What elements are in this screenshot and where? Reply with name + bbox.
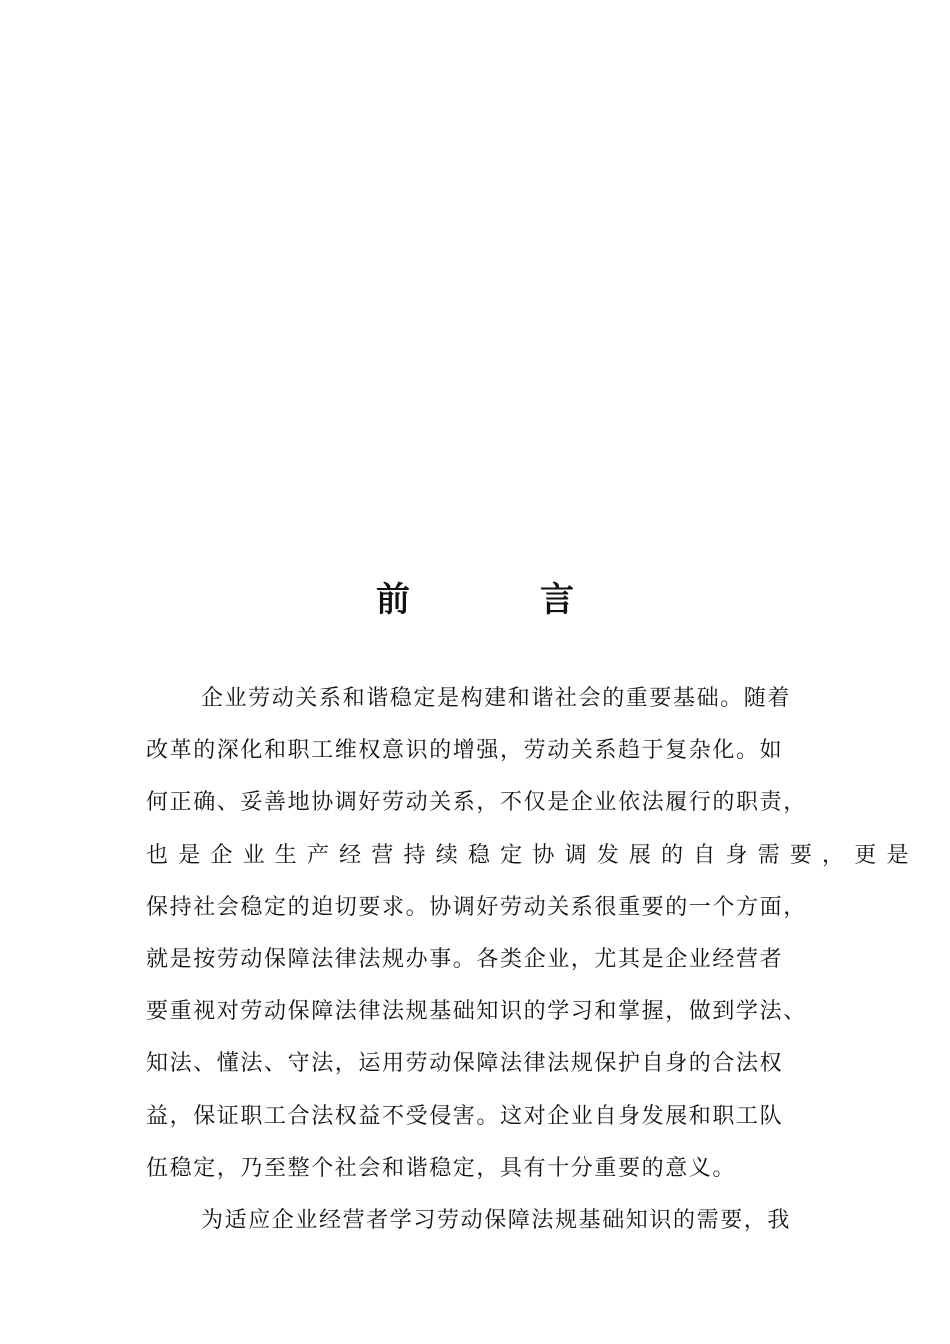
text-line: 就是按劳动保障法律法规办事。各类企业，尤其是企业经营者 [146, 946, 784, 972]
page-title: 前 言 [376, 580, 622, 620]
text-line: 为适应企业经营者学习劳动保障法规基础知识的需要，我 [201, 1207, 792, 1233]
text-line: 保持社会稳定的迫切要求。协调好劳动关系很重要的一个方面， [146, 894, 807, 920]
text-line: 伍稳定，乃至整个社会和谐稳定，具有十分重要的意义。 [146, 1155, 737, 1181]
preface-body [146, 676, 911, 1250]
text-line: 益，保证职工合法权益不受侵害。这对企业自身发展和职工队 [146, 1103, 784, 1129]
text-line: 知法、懂法、守法，运用劳动保障法律法规保护自身的合法权 [146, 1051, 784, 1077]
text-line: 也 是 企 业 生 产 经 营 持 续 稳 定 协 调 发 展 的 自 身 需 要 ， 更 是 [146, 842, 911, 868]
text-line: 要重视对劳动保障法律法规基础知识的学习和掌握，做到学法、 [146, 999, 807, 1025]
text-line: 企业劳动关系和谐稳定是构建和谐社会的重要基础。随着 [201, 686, 792, 711]
text-line: 改革的深化和职工维权意识的增强，劳动关系趋于复杂化。如 [146, 738, 784, 764]
text-line: 何正确、妥善地协调好劳动关系，不仅是企业依法履行的职责， [146, 790, 807, 816]
